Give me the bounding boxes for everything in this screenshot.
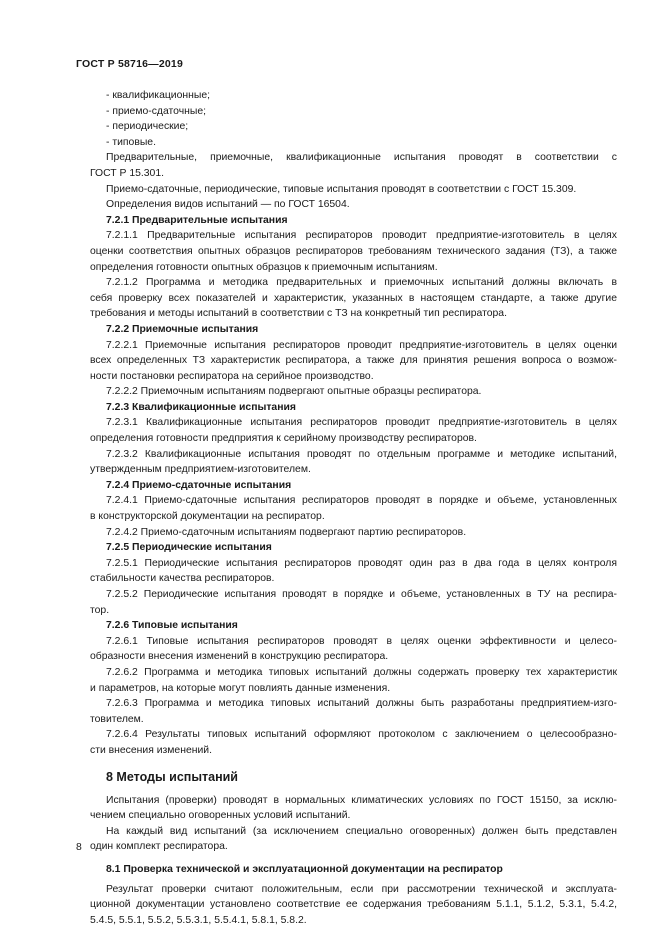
list-item: - периодические; [106,121,189,133]
document-header: ГОСТ Р 58716—2019 [76,58,184,70]
text-line: 5.4.5, 5.5.1, 5.5.2, 5.5.3.1, 5.5.4.1, 5.8.1, 5.8.2. [90,914,307,926]
subsection-heading: 7.2.2 Приемочные испытания [106,323,259,335]
test-types-list [90,88,617,150]
text-line: 7.2.3.2 Квалификационные испытания проводят по отдельным программе и методике испытаний, [106,448,617,460]
subsection-heading: 7.2.4 Приемо-сдаточные испытания [106,479,292,491]
text-line: всех определенных ТЗ характеристик респиратора, а также для принятия решения вопроса о возмож- [90,355,617,367]
text-line: тор. [90,604,110,616]
text-line: требования и методы испытаний в соответствии с ТЗ на конкретный тип респиратора. [90,308,507,320]
text-line: ности постановки респиратора на серийное производство. [90,370,374,382]
text-line: Предварительные, приемочные, квалификационные испытания проводят в соответствии с [106,152,617,164]
text-line: 7.2.1.2 Программа и методика предварительных и приемочных испытаний должны включать в [106,277,617,289]
subsection-heading: 7.2.6 Типовые испытания [106,620,238,632]
paragraph: 7.2.4.2 Приемо-сдаточным испытаниям подвергают партию респираторов. [106,526,467,538]
text-line: утвержденным предприятием-изготовителем. [90,464,311,476]
text-line: чением специально оговоренных условий испытаний. [90,810,351,822]
paragraph: Определения видов испытаний — по ГОСТ 16504. [106,199,350,211]
text-line: стабильности качества респираторов. [90,573,275,585]
paragraph [90,493,617,524]
paragraph [90,793,617,824]
paragraph [90,665,617,696]
text-line: 7.2.6.1 Типовые испытания респираторов проводят в целях оценки эффективности и целесо- [106,635,617,647]
text-line: 7.2.6.3 Программа и методика типовых испытаний должны быть разработаны предприятием-изго- [106,698,617,710]
paragraph [90,727,617,758]
subsection-heading: 7.2.3 Квалификационные испытания [106,401,296,413]
text-line: товителем. [90,713,144,725]
text-line: оценки соответствия опытных образцов респираторов требованиям технического задания (ТЗ), а также [90,245,617,257]
text-line: 7.2.3.1 Квалификационные испытания респираторов проводит предприятие-изготовитель в целях [106,417,617,429]
text-line: Испытания (проверки) проводят в нормальных климатических условиях по ГОСТ 15150, за исклю- [106,794,617,806]
section-heading: 8 Методы испытаний [106,769,238,784]
text-line: определения готовности предприятия к серийному производству респираторов. [90,433,477,445]
text-line: 7.2.6.4 Результаты типовых испытаний оформляют протоколом с заключением о целесообразно- [106,729,617,741]
paragraph [90,275,617,322]
text-line: сти внесения изменений. [90,744,212,756]
page-body [90,88,617,928]
list-item: - квалификационные; [106,90,210,101]
list-item: - типовые. [106,136,156,148]
text-line: Результат проверки считают положительным, если при рассмотрении технической и эксплуата- [106,883,617,895]
subsection-heading: 7.2.1 Предварительные испытания [106,214,288,226]
paragraph [90,150,617,181]
list-item: - приемо-сдаточные; [106,105,207,117]
text-line: 7.2.5.2 Периодические испытания проводят в порядке и объеме, установленных в ТУ на респира- [106,589,617,600]
paragraph: 7.2.2.2 Приемочным испытаниям подвергают опытные образцы респиратора. [106,386,482,398]
text-line: 7.2.5.1 Периодические испытания респираторов проводят один раз в два года в целях контроля [106,557,617,569]
paragraph [90,228,617,275]
subsection-heading: 8.1 Проверка технической и эксплуатационной документации на респиратор [106,863,503,875]
paragraph [90,882,617,929]
subsection-heading: 7.2.5 Периодические испытания [106,542,272,554]
text-line: 7.2.2.1 Приемочные испытания респираторов проводит предприятие-изготовитель в целях оценки [106,339,617,351]
text-line: в конструкторской документации на респиратор. [90,511,325,523]
paragraph: Приемо-сдаточные, периодические, типовые испытания проводят в соответствии с ГОСТ 15.309. [106,183,577,195]
paragraph [90,634,617,665]
paragraph [90,415,617,446]
page-number: 8 [76,842,82,853]
text-line: себя проверку всех показателей и характеристик, указанных в настоящем стандарте, а также другие [90,292,617,304]
text-line: определения готовности опытных образцов к приемочным испытаниям. [90,261,438,273]
paragraph [90,338,617,385]
text-line: ГОСТ Р 15.301. [90,167,165,179]
paragraph [90,447,617,478]
text-line: один комплект респиратора. [90,841,228,853]
text-line: 7.2.6.2 Программа и методика типовых испытаний должны содержать проверку тех характеристик [106,666,617,678]
text-line: На каждый вид испытаний (за исключением специально оговоренных) должен быть представлен [106,825,617,837]
paragraph [90,696,617,727]
paragraph [90,824,617,855]
paragraph [90,587,617,618]
text-line: образности внесения изменений в конструкцию респиратора. [90,651,389,663]
text-line: 7.2.4.1 Приемо-сдаточные испытания респираторов проводят в порядке и объеме, установленных [106,495,617,507]
paragraph [90,556,617,587]
text-line: 7.2.1.1 Предварительные испытания респираторов проводит предприятие-изготовитель в целях [106,230,617,242]
text-line: ционной документации установлено соответствие ее содержания требованиям 5.1.1, 5.1.2, 5.3.1, 5.4.2, [90,899,617,911]
text-line: и параметров, на которые могут повлиять данные изменения. [90,682,391,694]
